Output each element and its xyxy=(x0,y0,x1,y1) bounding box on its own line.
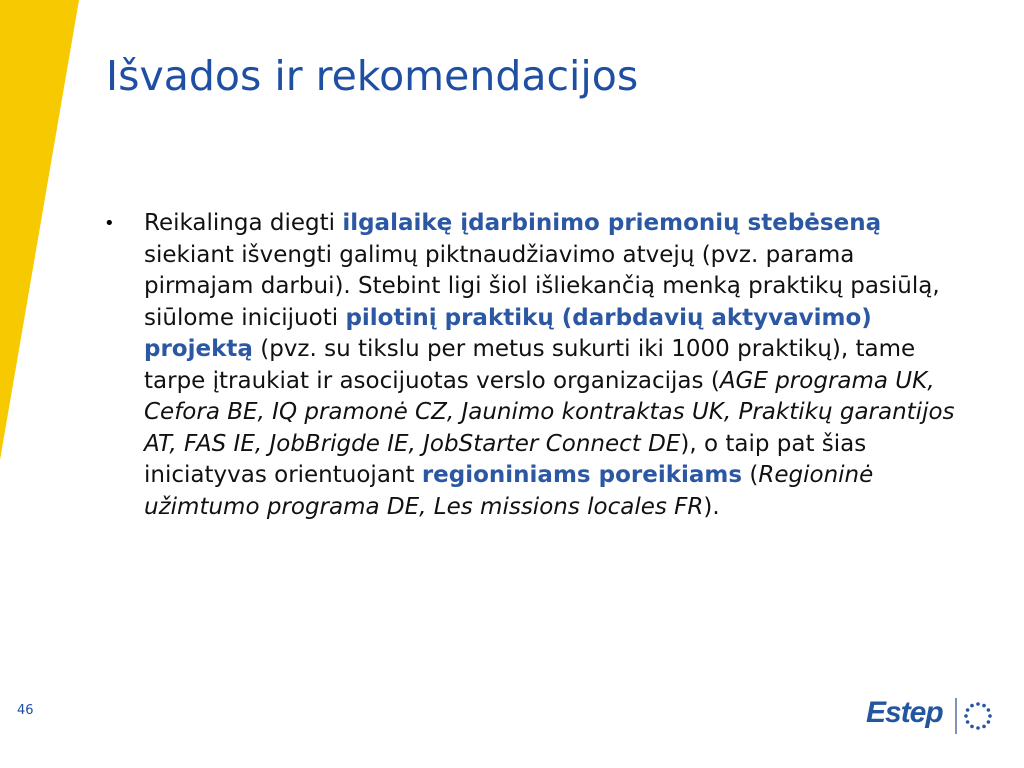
page-number: 46 xyxy=(17,703,34,718)
logo-text: Estep xyxy=(866,696,943,729)
text-segment: ( xyxy=(742,462,759,488)
estep-logo xyxy=(866,694,994,738)
highlight-phrase: pilotinį praktikų (darbdavių aktyvavimo) projektą xyxy=(144,304,872,362)
text-segment: siekiant išvengti galimų piktnaudžiavimo atvejų (pvz. parama pirmajam darbui). Stebint ligi šiol išliekančią menką praktikų pasiūlą, siūlome inicijuoti xyxy=(144,241,940,331)
text-segment: (pvz. su tikslu per metus sukurti iki 1000 praktikų), tame tarpe įtraukiat ir asocijuotas verslo organizacijas ( xyxy=(144,336,916,394)
bullet-marker: • xyxy=(104,213,115,234)
highlight-phrase: ilgalaikę įdarbinimo priemonių stebėseną xyxy=(342,210,882,236)
star-circle-icon xyxy=(962,700,994,732)
text-segment: ). xyxy=(703,493,720,520)
examples-italic: Regioninė užimtumo programa DE, Les missions locales FR xyxy=(144,462,874,520)
bullet-item xyxy=(104,208,964,523)
bullet-text xyxy=(144,208,956,523)
logo-divider xyxy=(955,698,957,734)
highlight-phrase: regioniniams poreikiams xyxy=(421,462,743,488)
bullet-list xyxy=(104,208,964,523)
slide-title: Išvados ir rekomendacijos xyxy=(106,52,639,100)
decorative-yellow-stripe xyxy=(0,0,80,460)
examples-italic: AGE programa UK, Cefora BE, IQ pramonė CZ, Jaunimo kontraktas UK, Praktikų garantijos AT, FAS IE, JobBrigde IE, JobStarter Connect DE xyxy=(144,367,955,457)
text-segment: Reikalinga diegti xyxy=(144,210,343,236)
text-segment: ), o taip pat šias iniciatyvas orientuojant xyxy=(144,430,867,488)
